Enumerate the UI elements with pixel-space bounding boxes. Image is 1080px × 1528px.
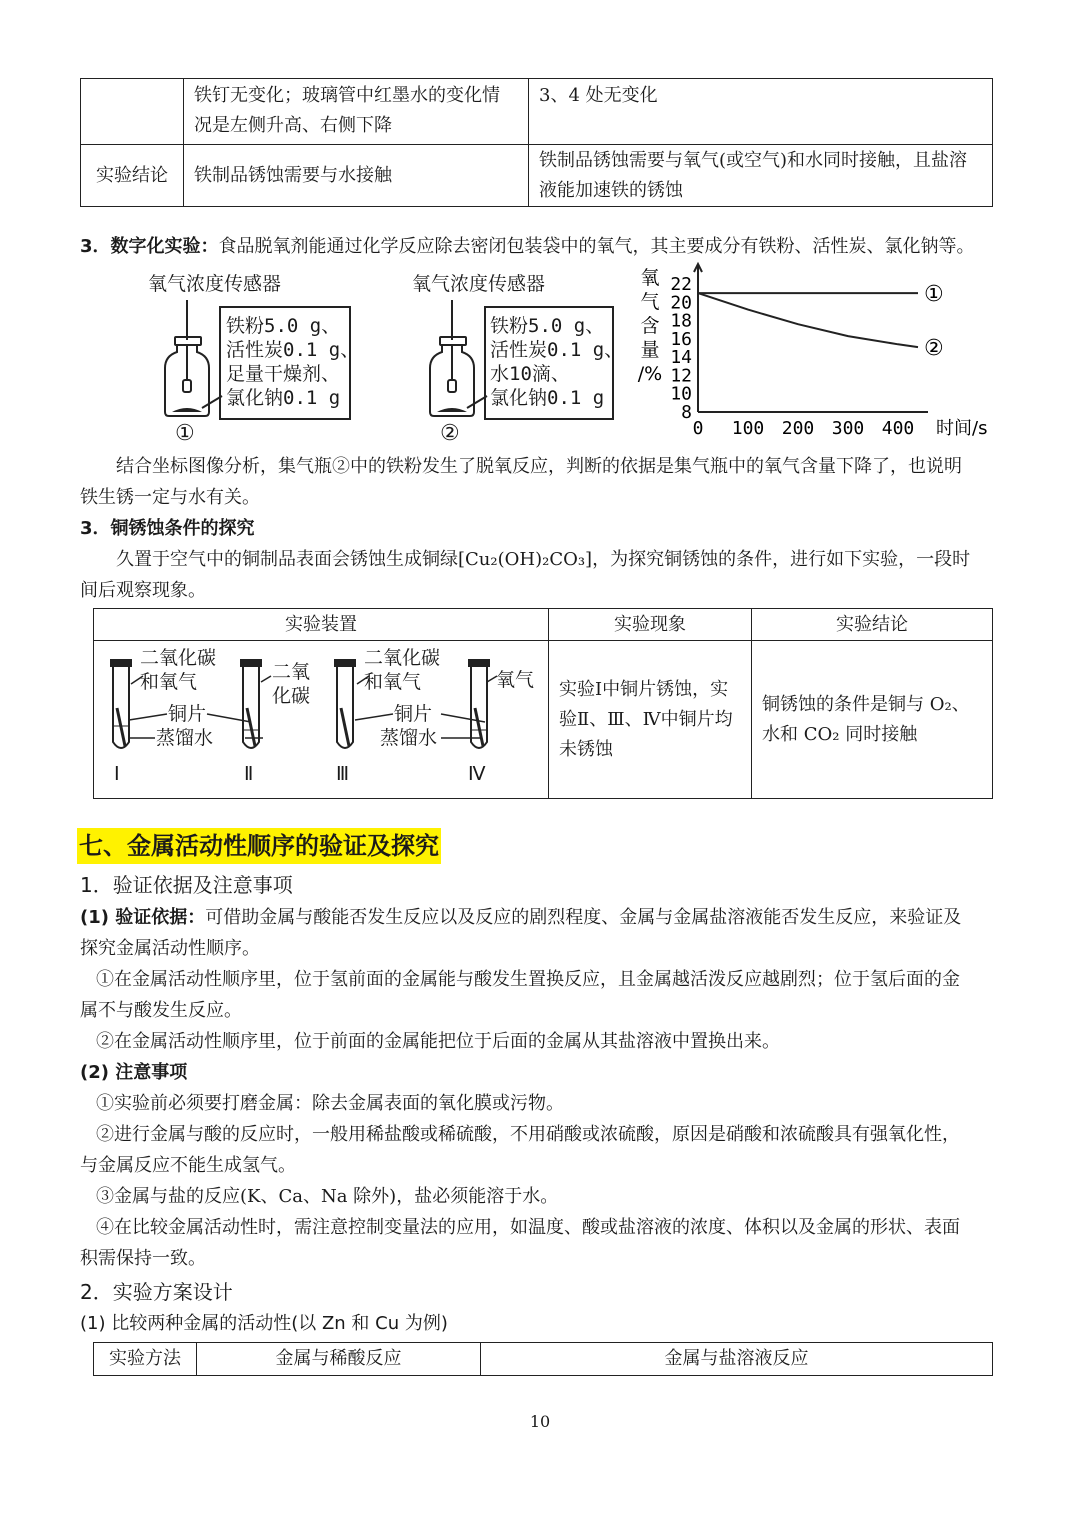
- sec3b-text-1: 久置于空气中的铜制品表面会锈蚀生成铜绿[Cu₂(OH)₂CO₃]，为探究铜锈蚀的条件，进行如下实验，一段时: [116, 549, 971, 570]
- p1-line-1: (1) 验证依据：可借助金属与酸能否发生反应以及反应的剧烈程度、金属与金属盐溶液能否发生反应，来验证及: [80, 907, 962, 928]
- p1-line-2: 探究金属活动性顺序。: [80, 938, 260, 959]
- section7-title: 七、金属活动性顺序的验证及探究: [77, 828, 441, 864]
- tube-4: [469, 660, 489, 748]
- reagent-list-1: 铁粉5.0 g、 活性炭0.1 g、 足量干燥剂、 氯化钠0.1 g: [226, 315, 360, 409]
- tube-3: [335, 660, 355, 748]
- p2d-line-1: ④在比较金属活动性时，需注意控制变量法的应用，如温度、酸或盐溶液的浓度、体积以及金属的形状、表面: [96, 1217, 960, 1238]
- tube1-gas: 二氧化碳 和氧气: [140, 647, 217, 693]
- y-axis-label-char: 气: [640, 291, 660, 313]
- copper-label-1: 铜片: [168, 703, 207, 725]
- analysis-line-2: 铁生锈一定与水有关。: [80, 487, 260, 508]
- water-label-2: 蒸馏水: [380, 727, 438, 749]
- y-tick-label: 8: [681, 402, 692, 423]
- sec3b-title: 3．铜锈蚀条件的探究: [80, 518, 255, 539]
- x-axis-label: 时间/s: [936, 418, 988, 439]
- tube-numeral-3: Ⅲ: [336, 763, 350, 785]
- y-tick-label: 12: [670, 365, 692, 387]
- p3: (1) 比较两种金属的活动性(以 Zn 和 Cu 为例): [80, 1313, 448, 1334]
- p2b-line-2: 与金属反应不能生成氢气。: [80, 1155, 296, 1176]
- cell-line: 铁制品锈蚀需要与氧气(或空气)和水同时接触，且盐溶: [539, 149, 968, 171]
- cell-line: 液能加速铁的锈蚀: [539, 179, 683, 201]
- cell-line: 况是左侧升高、右侧下降: [194, 115, 392, 136]
- reagent-list-2: 铁粉5.0 g、 活性炭0.1 g、 水10滴、 氯化钠0.1 g: [490, 315, 624, 409]
- tube-1: [111, 660, 131, 748]
- copper-header-phenomenon: 实验现象: [549, 609, 752, 641]
- section7-sub2: 2．实验方案设计: [80, 1280, 233, 1304]
- sec3a-label: 3．数字化实验：: [80, 236, 219, 257]
- sec3b-text-2: 间后观察现象。: [80, 580, 206, 601]
- y-axis-label-char: 氧: [640, 267, 660, 289]
- tube-numeral-2: Ⅱ: [244, 763, 254, 785]
- y-tick-label: 22: [670, 274, 692, 295]
- copper-phenomenon-cell: 实验Ⅰ中铜片锈蚀，实 验Ⅱ、Ⅲ、Ⅳ中铜片均 未锈蚀: [549, 641, 752, 799]
- x-tick-label: 300: [831, 418, 865, 439]
- bottom-header-acid: 金属与稀酸反应: [197, 1343, 481, 1376]
- y-tick-label: 20: [670, 292, 692, 314]
- tube3-gas: 二氧化碳 和氧气: [364, 647, 441, 693]
- jar-2: [430, 300, 487, 416]
- series-label-1: ①: [924, 282, 944, 308]
- series-label-2: ②: [924, 336, 944, 362]
- sec3a-text: 食品脱氧剂能通过化学反应除去密闭包装袋中的氧气，其主要成分有铁粉、活性炭、氯化钠等。: [218, 236, 975, 257]
- x-tick-label: 400: [881, 418, 915, 439]
- section7-sub1: 1．验证依据及注意事项: [80, 873, 293, 897]
- top-table-r1c3: [529, 79, 993, 145]
- tube2-gas: 二氧 化碳: [272, 661, 311, 707]
- top-table-r1c2: [184, 79, 529, 145]
- bottom-table: [93, 1342, 993, 1376]
- y-tick-label: 10: [670, 383, 692, 405]
- tube4-gas: 氧气: [496, 669, 535, 691]
- y-tick-label: 18: [670, 310, 692, 332]
- p2a: ①实验前必须要打磨金属：除去金属表面的氧化膜或污物。: [96, 1093, 564, 1114]
- sec3a-paragraph: [80, 232, 975, 262]
- p2b-line-1: ②进行金属与酸的反应时，一般用稀盐酸或稀硫酸，不用硝酸或浓硫酸，原因是硝酸和浓硫酸具有强氧化性，: [96, 1124, 960, 1145]
- p1-label: (1) 验证依据：: [80, 907, 206, 928]
- y-axis-label-char: /%: [637, 363, 663, 385]
- top-table-r1c1: [81, 79, 184, 145]
- jar-1-label: ①: [175, 421, 195, 446]
- tube-2: [241, 660, 261, 748]
- y-tick-label: 14: [670, 347, 692, 369]
- sensor-label-2: 氧气浓度传感器: [412, 273, 546, 295]
- p2-label: (2) 注意事项: [80, 1062, 188, 1083]
- cell-line: 3、4 处无变化: [539, 85, 658, 106]
- copper-label-2: 铜片: [394, 703, 433, 725]
- jar-1: [165, 300, 222, 416]
- bottom-header-salt: 金属与盐溶液反应: [481, 1343, 993, 1376]
- x-tick-label: 200: [781, 418, 815, 439]
- tube-numeral-4: Ⅳ: [468, 763, 486, 785]
- bottom-header-method: 实验方法: [94, 1343, 197, 1376]
- series-line-2: [698, 293, 918, 347]
- top-table-r2c1: 实验结论: [81, 145, 184, 207]
- jar-2-label: ②: [440, 421, 460, 446]
- tube-numeral-1: Ⅰ: [114, 763, 120, 785]
- p2c: ③金属与盐的反应(K、Ca、Na 除外)，盐必须能溶于水。: [96, 1186, 559, 1207]
- oxygen-chart: [630, 262, 988, 442]
- copper-header-apparatus: 实验装置: [94, 609, 549, 641]
- top-table: [80, 78, 993, 207]
- copper-conclusion-cell: 铜锈蚀的条件是铜与 O₂、 水和 CO₂ 同时接触: [752, 641, 993, 799]
- water-label-1: 蒸馏水: [156, 727, 214, 749]
- y-axis-label-char: 量: [640, 339, 660, 361]
- top-table-r2c2: 铁制品锈蚀需要与水接触: [184, 145, 529, 207]
- p1a-line-1: ①在金属活动性顺序里，位于氢前面的金属能与酸发生置换反应，且金属越活泼反应越剧烈；位于氢后面的金: [96, 969, 960, 990]
- top-table-r2c3: [529, 145, 993, 207]
- page-number: 10: [529, 1412, 551, 1431]
- x-tick-label: 0: [692, 418, 704, 439]
- sensor-label-1: 氧气浓度传感器: [148, 273, 282, 295]
- cell-line: 铁钉无变化；玻璃管中红墨水的变化情: [194, 85, 500, 106]
- p2d-line-2: 积需保持一致。: [80, 1248, 206, 1269]
- copper-header-conclusion: 实验结论: [752, 609, 993, 641]
- analysis-line-1: 结合坐标图像分析，集气瓶②中的铁粉发生了脱氧反应，判断的依据是集气瓶中的氧气含量下降了，也说明: [116, 456, 962, 477]
- x-tick-label: 100: [731, 418, 765, 439]
- p1a-line-2: 属不与酸发生反应。: [80, 1000, 242, 1021]
- y-tick-label: 16: [670, 328, 692, 350]
- p1b: ②在金属活动性顺序里，位于前面的金属能把位于后面的金属从其盐溶液中置换出来。: [96, 1031, 780, 1052]
- y-axis-label-char: 含: [640, 315, 660, 337]
